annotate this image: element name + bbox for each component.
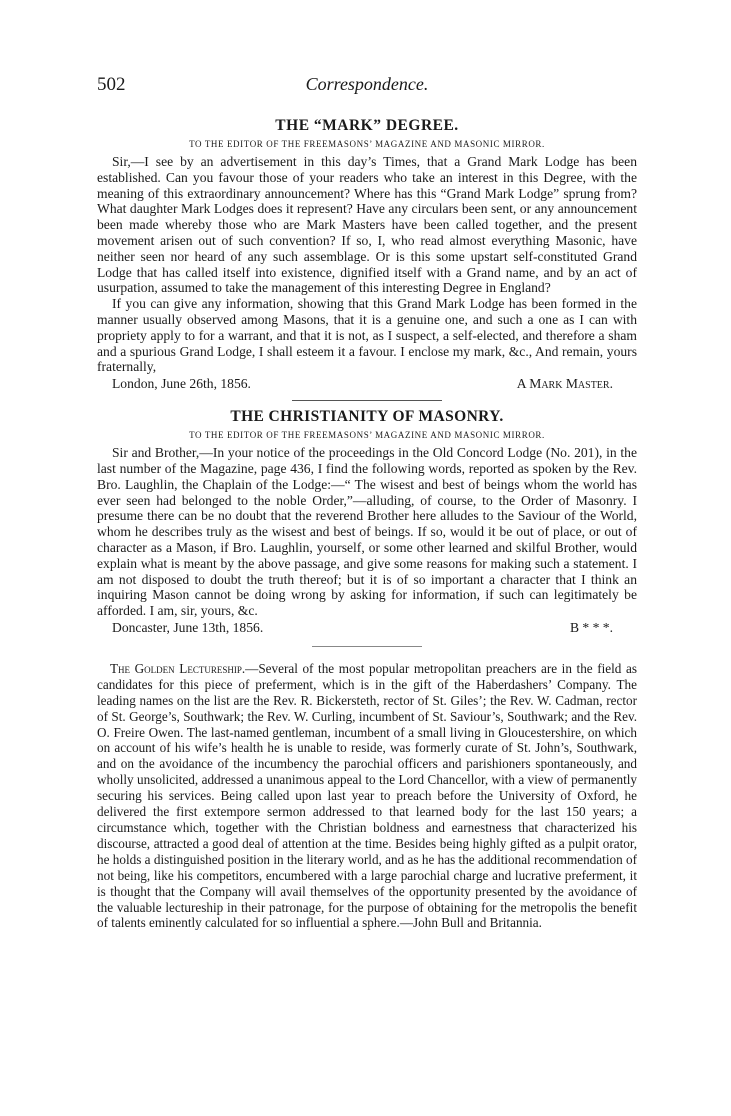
page-number: 502 [97, 74, 126, 95]
article-title: THE “MARK” DEGREE. [275, 117, 459, 134]
signature-place-date: London, June 26th, 1856. [112, 376, 251, 392]
letter-christianity-of-masonry [97, 407, 637, 636]
news-paragraph [97, 661, 637, 931]
page-content [97, 116, 637, 931]
signature-name: B * * *. [569, 619, 613, 635]
addressee-line: TO THE EDITOR OF THE FREEMASONS’ MAGAZINE AND MASONIC MIRROR. [189, 430, 545, 441]
signature-name: A Mark Master. [516, 376, 613, 392]
letter-paragraph: If you can give any information, showing that this Grand Mark Lodge has been formed in the manner usually observed among Masons, that it is a genuine one, and such a one as I can with propriety apply to for a warrant, and that it is not, as I suspect, a self-elected, and therefore a sham and a spurious Grand Lodge, I shall esteem it a favour. I enclose my mark, &c., And remain, yours fraternally, [97, 296, 637, 375]
article-title: THE CHRISTIANITY OF MASONRY. [230, 408, 504, 426]
news-lead: The Golden Lectureship. [110, 660, 246, 676]
letter-mark-degree [97, 116, 637, 392]
news-item-golden-lectureship [97, 661, 637, 931]
letter-paragraph: Sir,—I see by an advertisement in this day’s Times, that a Grand Mark Lodge has been established. Can you favour those of your readers who take an interest in this Degree, with the meaning of this extraordinary announcement? Where has this “Grand Mark Lodge” sprung from? What daughter Mark Lodges does it represent? Have any circulars been sent, or any announcement been made whereby those who are Mark Masters have been called together, and the present movement arisen out of such convention? If so, I, who read almost everything Masonic, have neither seen nor heard of any such assemblage. Or is this some upstart self-constituted Grand Lodge that has called itself into existence, dignified itself with a Grand name, and by an act of usurpation, assumed to take the management of this interesting Degree in England? [97, 154, 637, 296]
news-text: —Several of the most popular metropolitan preachers are in the field as candidates for this piece of preferment, which is in the gift of the Haberdashers’ Company. The leading names on the list are the Rev. R. Bickersteth, rector of St. Giles’; the Rev. W. Cadman, rector of St. George’s, Southwark; the Rev. W. Curling, incumbent of St. Saviour’s, Southwark; and the Rev. O. Freire Owen. The last-named gentleman, incumbent of a small living in Gloucestershire, on which on account of his wife’s health he is unable to reside, was formerly curate of St. John’s, Southwark, and on the avoidance of the incumbency the parochial officers and parishioners spontaneously, and wholly unsolicited, addressed a unanimous appeal to the Lord Chancellor, with a view of permanently securing his services. Being called upon last year to preach before the University of Oxford, he delivered the first extempore sermon addressed to that learned body for the last 150 years; a circumstance which, together with the Christian boldness and earnestness that characterized his discourse, attracted a good deal of attention at the time. Besides being highly gifted as a pulpit orator, he holds a distinguished position in the literary world, and as he has the additional recommendation of not being, like his competitors, encumbered with a large parochial charge and lucrative preferment, it is thought that the Company will avail themselves of the opportunity presented by the avoidance of the valuable lectureship in their patronage, for the purpose of obtaining for the metropolis the benefit of talents eminently calculated for so influential a sphere.—John Bull and Britannia. [97, 660, 637, 931]
signature-line [97, 376, 637, 392]
letter-paragraph: Sir and Brother,—In your notice of the proceedings in the Old Concord Lodge (No. 201), in the last number of the Magazine, page 436, I find the following words, reported as spoken by the Rev. Bro. Laughlin, the Chaplain of the Lodge:—“ The wisest and best of beings whom the world has ever seen had belonged to the noble Order,”—alluding, of course, to the Order of Masonry. I presume there can be no doubt that the reverend Brother here alludes to the Saviour of the World, whom he describes truly as the wisest and best of beings. If so, would it be out of place, or out of character as a Mason, if Bro. Laughlin, yourself, or some other learned and skilful Brother, would explain what is meant by the above passage, and give some reasons for making such a statement. I am not disposed to doubt the truth thereof; but it is of so important a character that I think an inquiring Mason cannot be doing wrong by asking for information, if such can legitimately be afforded. I am, sir, yours, &c. [97, 445, 637, 619]
page-header [97, 74, 637, 100]
signature-place-date: Doncaster, June 13th, 1856. [112, 619, 264, 635]
running-head: Correspondence. [305, 74, 429, 94]
section-divider [312, 646, 422, 647]
signature-line [97, 620, 637, 636]
addressee-line: TO THE EDITOR OF THE FREEMASONS’ MAGAZINE AND MASONIC MIRROR. [189, 139, 545, 149]
section-divider [292, 400, 442, 401]
